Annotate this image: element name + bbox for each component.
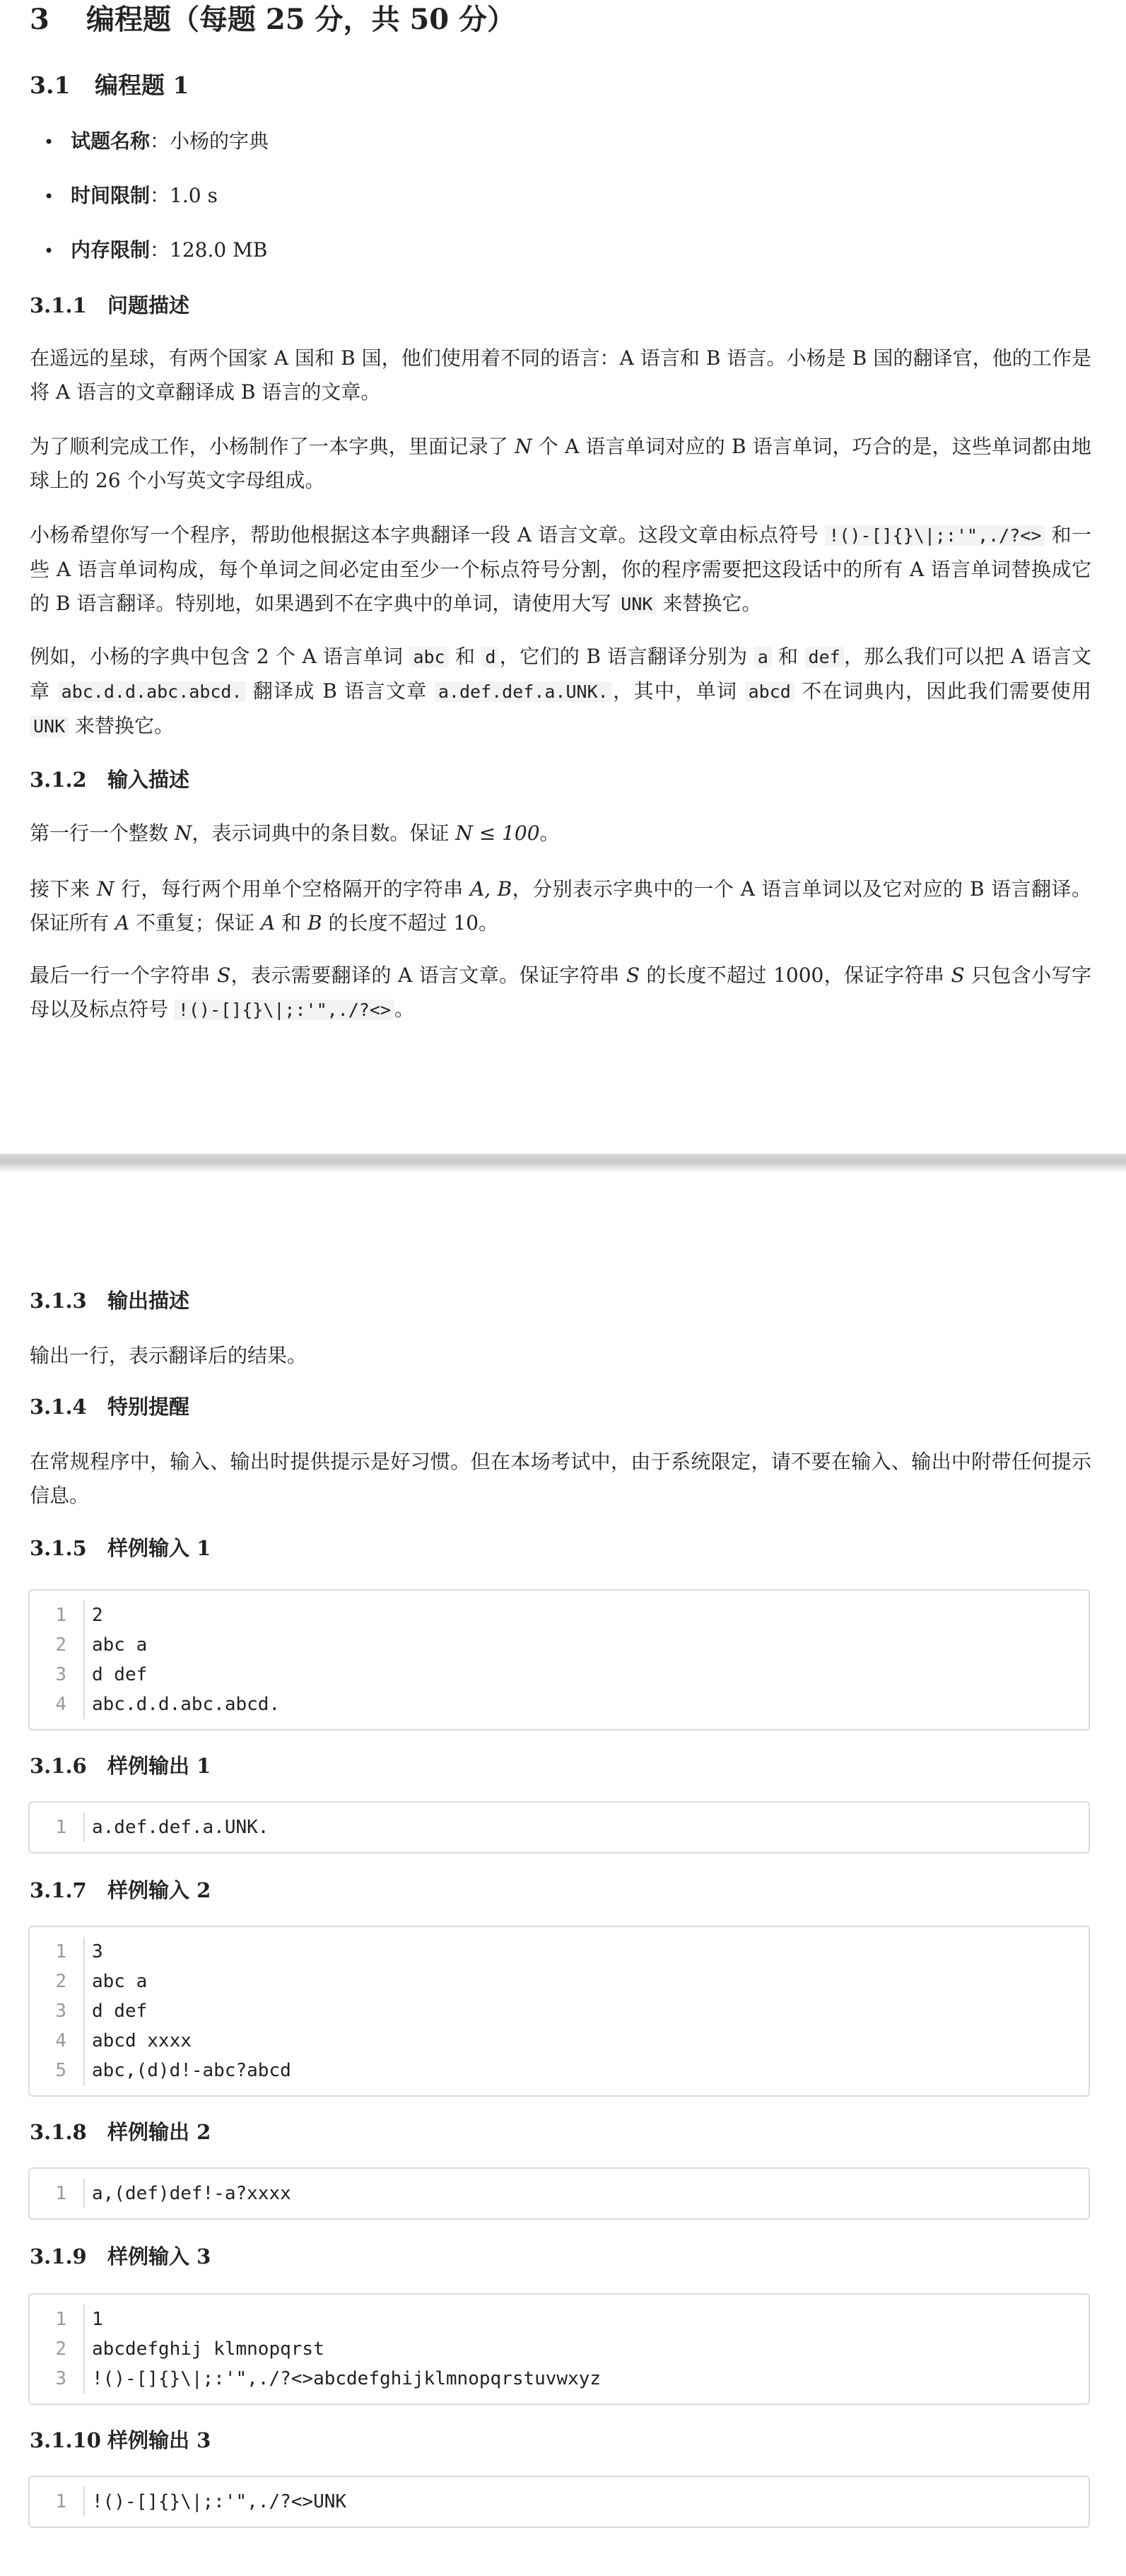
desc-paragraph-2: 为了顺利完成工作，小杨制作了一本字典，里面记录了 N 个 A 语言单词对应的 B 语言单词，巧合的是，这些单词都由地球上的 26 个小写英文字母组成。 <box>30 435 1092 492</box>
code-line: d def <box>92 1664 148 1685</box>
code-line: abc.d.d.abc.abcd. <box>92 1694 281 1715</box>
sample-input-2-box <box>28 1926 1090 2097</box>
line-number: 1 <box>55 1605 66 1626</box>
meta-item-memory: • 内存限制：128.0 MB <box>44 238 268 262</box>
code-line: a.def.def.a.UNK. <box>92 1817 269 1838</box>
code-line: !()-[]{}\|;:'",./?<>UNK <box>92 2491 347 2512</box>
desc-paragraph-4: 例如，小杨的字典中包含 2 个 A 语言单词 abc 和 d ，它们的 B 语言翻译分别为 a 和 def ，那么我们可以把 A 语言文章 abc.d.d.abc.abcd. 翻译成 B 语言文章 a.def.def.a.UNK. ，其中，单词 abcd 不在词典内，因此我们需要使用 UNK 来替换它。 <box>30 645 1091 737</box>
sample-input-1-box <box>28 1589 1090 1731</box>
line-number: 3 <box>55 2368 66 2389</box>
code-line: a,(def)def!-a?xxxx <box>92 2183 291 2204</box>
code-line: d def <box>92 2001 148 2022</box>
code-line: 2 <box>92 1605 103 1626</box>
page-separator <box>0 1154 1126 1173</box>
line-number: 2 <box>55 1634 66 1656</box>
line-number: 4 <box>55 1694 66 1715</box>
line-number: 1 <box>55 1941 66 1962</box>
code-line: abc a <box>92 1971 148 1992</box>
code-line: !()-[]{}\|;:'",./?<>abcdefghijklmnopqrstuvwxyz <box>92 2368 602 2389</box>
sample-heading-2: 3.1.6 样例输出 1 <box>30 1754 211 1778</box>
line-number: 2 <box>55 1971 66 1992</box>
sample-output-3-box <box>28 2476 1090 2528</box>
desc-paragraph-3: 小杨希望你写一个程序，帮助他根据这本字典翻译一段 A 语言文章。这段文章由标点符号 !()-[]{}\|;:'",./?<> 和一些 A 语言单词构成，每个单词之间必定由至少一个标点符号分割，你的程序需要把这段话中的所有 A 语言单词替换成它的 B 语言翻译。特别地，如果遇到不在字典中的单词，请使用大写 UNK 来替换它。 <box>30 523 1091 615</box>
code-line: 1 <box>92 2309 103 2330</box>
sample-heading-6: 3.1.10 样例输出 3 <box>30 2428 211 2452</box>
sample-output-2-box <box>28 2167 1090 2220</box>
desc-heading: 3.1.1 问题描述 <box>30 293 190 317</box>
page-2 <box>0 1173 1126 2576</box>
output-heading: 3.1.3 输出描述 <box>30 1289 190 1313</box>
line-number: 1 <box>55 1817 66 1838</box>
desc-paragraph-1: 在遥远的星球，有两个国家 A 国和 B 国，他们使用着不同的语言：A 语言和 B 语言。小杨是 B 国的翻译官，他的工作是将 A 语言的文章翻译成 B 语言的文章。 <box>30 346 1091 404</box>
line-number: 4 <box>55 2030 66 2051</box>
sample-heading-1: 3.1.5 样例输入 1 <box>30 1536 211 1560</box>
line-number: 3 <box>55 2001 66 2022</box>
code-line: 3 <box>92 1941 103 1962</box>
input-paragraph-1: 第一行一个整数 N，表示词典中的条目数。保证 N ≤ 100。 <box>30 821 560 845</box>
line-number: 1 <box>55 2491 66 2512</box>
line-number: 1 <box>55 2183 66 2204</box>
notice-paragraph: 在常规程序中，输入、输出时提供提示是好习惯。但在本场考试中，由于系统限定，请不要在输入、输出中附带任何提示信息。 <box>30 1450 1091 1507</box>
input-paragraph-2: 接下来 N 行，每行两个用单个空格隔开的字符串 A, B，分别表示字典中的一个 A 语言单词以及它对应的 B 语言翻译。保证所有 A 不重复；保证 A 和 B 的长度不超过 10。 <box>30 877 1091 935</box>
section-heading: 3 编程题（每题 25 分，共 50 分） <box>30 3 516 36</box>
meta-item-name: • 试题名称：小杨的字典 <box>44 129 269 153</box>
code-line: abcd xxxx <box>92 2030 192 2051</box>
code-line: abc a <box>92 1634 148 1656</box>
punctuation-code: !()-[]{}\|;:'",./?<> <box>825 525 1045 546</box>
line-number: 1 <box>55 2309 66 2330</box>
sample-input-3-box <box>28 2293 1090 2405</box>
code-line: abcdefghij klmnopqrst <box>92 2338 324 2360</box>
input-heading: 3.1.2 输入描述 <box>30 768 190 792</box>
sample-heading-5: 3.1.9 样例输入 3 <box>30 2244 211 2268</box>
sample-heading-3: 3.1.7 样例输入 2 <box>30 1878 211 1902</box>
sample-heading-4: 3.1.8 样例输出 2 <box>30 2120 211 2144</box>
code-line: abc,(d)d!-abc?abcd <box>92 2060 291 2081</box>
problem-heading: 3.1 编程题 1 <box>30 71 189 99</box>
page-1 <box>0 0 1126 1154</box>
line-number: 2 <box>55 2338 66 2360</box>
line-number: 3 <box>55 1664 66 1685</box>
output-paragraph: 输出一行，表示翻译后的结果。 <box>30 1344 307 1367</box>
line-number: 5 <box>55 2060 66 2081</box>
sample-output-1-box <box>28 1801 1090 1854</box>
input-paragraph-3: 最后一行一个字符串 S，表示需要翻译的 A 语言文章。保证字符串 S 的长度不超过 1000，保证字符串 S 只包含小写字母以及标点符号 !()-[]{}\|;:'",./?<> 。 <box>30 964 1092 1021</box>
meta-item-time: • 时间限制：1.0 s <box>44 184 218 207</box>
notice-heading: 3.1.4 特别提醒 <box>30 1395 190 1419</box>
